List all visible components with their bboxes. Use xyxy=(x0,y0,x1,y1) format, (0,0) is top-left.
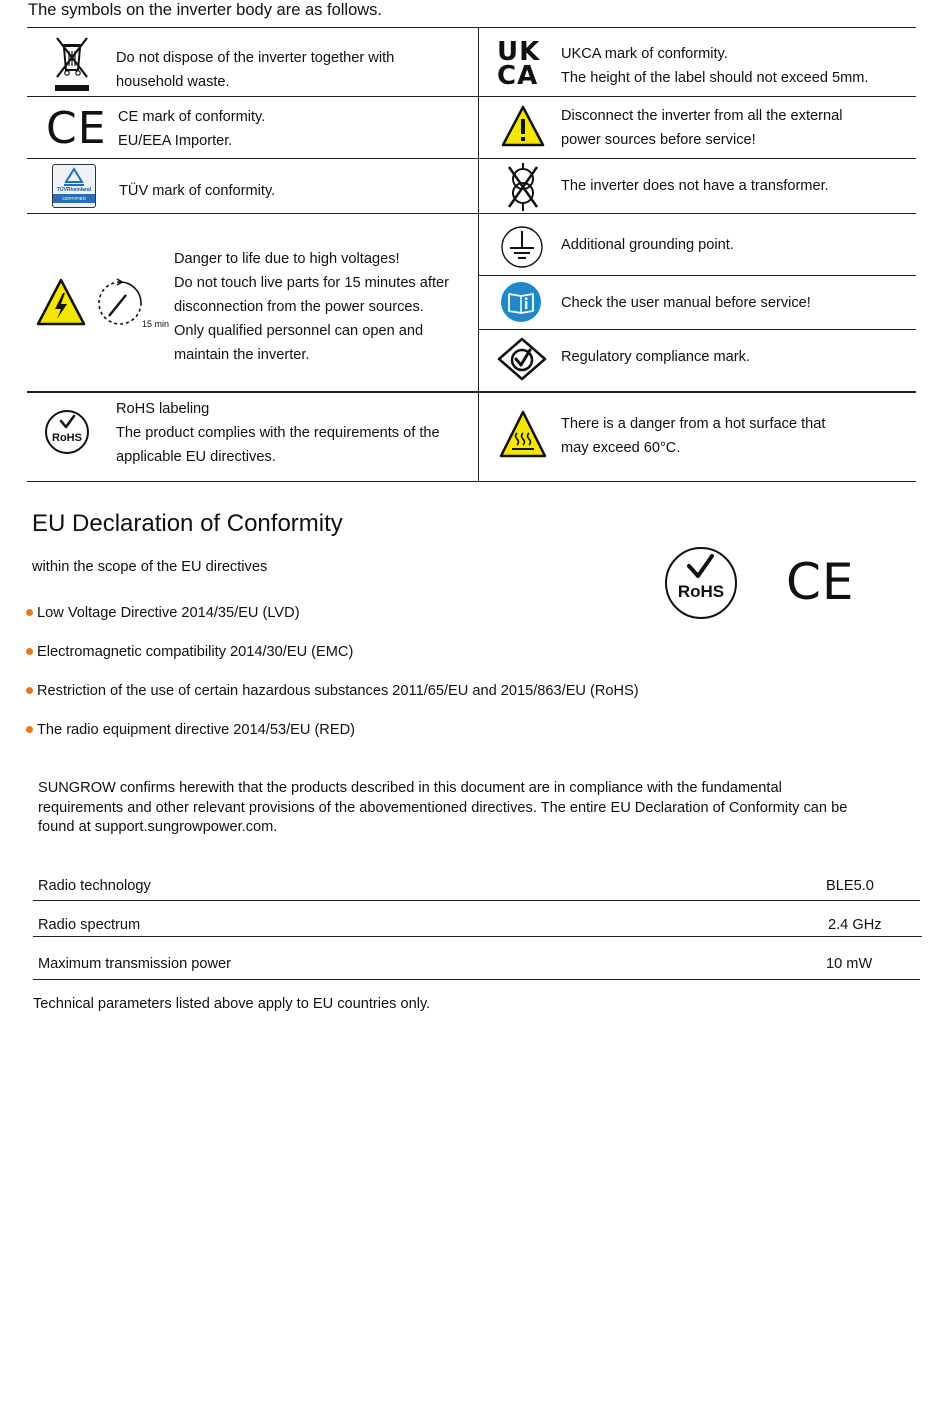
rcm-text: Regulatory compliance mark. xyxy=(561,349,750,365)
tuv-text: TÜV mark of conformity. xyxy=(119,183,276,199)
weee-text: Do not dispose of the inverter together with household waste. xyxy=(116,50,395,90)
directive-item: The radio equipment directive 2014/53/EU (RED) xyxy=(26,720,355,740)
grounding-text: Additional grounding point. xyxy=(561,237,734,253)
param-value: BLE5.0 xyxy=(826,878,874,894)
manual-icon xyxy=(500,281,542,323)
param-label: Radio technology xyxy=(38,878,151,894)
intro-text: The symbols on the inverter body are as follows. xyxy=(28,1,383,19)
param-label: Radio spectrum xyxy=(38,917,141,933)
footnote: Technical parameters listed above apply to EU countries only. xyxy=(33,996,431,1012)
declaration-subtitle: within the scope of the EU directives xyxy=(32,559,268,575)
no-transformer-icon xyxy=(505,163,541,211)
tuv-mark-icon: TÜVRheinland CERTIFIED xyxy=(52,164,96,208)
ce-logo-large: CE xyxy=(786,553,855,611)
param-value: 2.4 GHz xyxy=(828,917,882,933)
disconnect-text: Disconnect the inverter from all the external power sources before service! xyxy=(561,108,843,148)
compliance-paragraph: SUNGROW confirms herewith that the products described in this document are in compliance with the fundamental requirements and other relevant provisions of the abovementioned directives. The entire EU Declaration of Conformity can be found at support.sungrowpower.com. xyxy=(38,780,848,835)
ce-mark-icon: CE xyxy=(46,103,107,154)
manual-text: Check the user manual before service! xyxy=(561,295,811,311)
rcm-mark-icon xyxy=(496,336,548,382)
param-value: 10 mW xyxy=(826,956,873,972)
ce-text: CE mark of conformity. EU/EEA Importer. xyxy=(118,109,266,149)
rohs-text: RoHS labeling The product complies with the requirements of the applicable EU directives. xyxy=(116,401,440,465)
grounding-icon xyxy=(500,225,544,269)
declaration-title: EU Declaration of Conformity xyxy=(32,510,343,537)
directive-item: Electromagnetic compatibility 2014/30/EU (EMC) xyxy=(26,642,353,662)
crossed-bin-icon xyxy=(52,33,92,93)
timer-icon xyxy=(95,278,145,328)
high-voltage-text: Danger to life due to high voltages! Do not touch live parts for 15 minutes after disconnection from the power sources. Only qualified personnel can open and maintain the inverter. xyxy=(174,251,449,363)
ukca-mark-icon: UK CA xyxy=(497,37,541,91)
directive-item: Low Voltage Directive 2014/35/EU (LVD) xyxy=(26,603,300,623)
high-voltage-icon xyxy=(35,277,87,327)
directive-item: Restriction of the use of certain hazardous substances 2011/65/EU and 2015/863/EU (RoHS) xyxy=(26,681,639,701)
warning-icon xyxy=(500,104,546,148)
transformer-text: The inverter does not have a transformer. xyxy=(561,178,829,194)
rohs-logo-large: RoHS xyxy=(665,547,737,619)
param-label: Maximum transmission power xyxy=(38,956,232,972)
hot-surface-text: There is a danger from a hot surface that may exceed 60°C. xyxy=(561,416,826,456)
ukca-text: UKCA mark of conformity. The height of the label should not exceed 5mm. xyxy=(561,46,869,86)
hot-surface-icon xyxy=(498,409,548,459)
timer-label: 15 min xyxy=(142,319,170,329)
rohs-mark-icon: RoHS xyxy=(45,410,89,454)
